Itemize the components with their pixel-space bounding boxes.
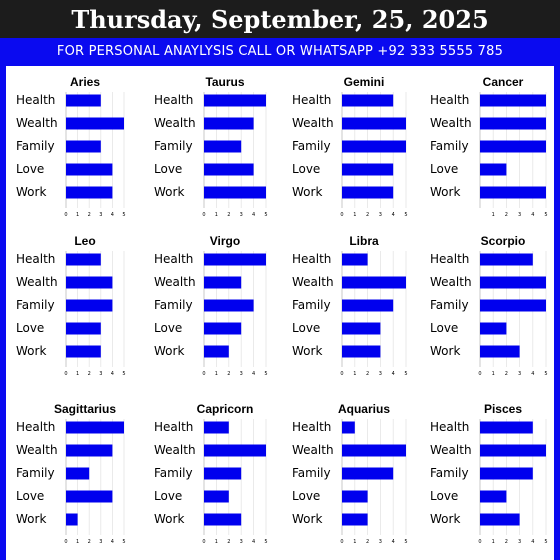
chart-title: Capricorn	[196, 402, 254, 416]
tick-label: 4	[252, 371, 256, 377]
tick-label: 0	[340, 212, 344, 218]
category-label-health: Health	[430, 420, 470, 434]
bar-work	[66, 514, 78, 526]
tick-label: 1	[491, 371, 495, 377]
tick-label: 2	[227, 371, 231, 377]
bar-work	[204, 187, 266, 199]
bar-wealth	[342, 445, 406, 457]
tick-label: 4	[391, 371, 395, 377]
category-label-wealth: Wealth	[430, 443, 472, 457]
chart-title: Sagittarius	[53, 402, 117, 416]
chart-title: Aquarius	[337, 402, 391, 416]
bar-wealth	[204, 277, 241, 289]
tick-label: 2	[504, 212, 508, 218]
tick-label: 5	[264, 212, 268, 218]
tick-label: 3	[99, 371, 103, 377]
tick-label: 1	[491, 539, 495, 545]
bar-work	[66, 187, 112, 199]
bar-wealth	[66, 118, 124, 130]
tick-label: 2	[366, 539, 370, 545]
category-label-wealth: Wealth	[292, 275, 334, 289]
category-label-love: Love	[154, 489, 183, 503]
tick-label: 4	[252, 539, 256, 545]
category-label-health: Health	[16, 420, 56, 434]
tick-label: 3	[518, 539, 522, 545]
tick-label: 3	[378, 371, 382, 377]
category-label-wealth: Wealth	[154, 443, 196, 457]
bar-family	[66, 300, 112, 312]
tick-label: 5	[404, 212, 408, 218]
bar-family	[480, 141, 546, 153]
tick-label: 3	[239, 212, 243, 218]
category-label-wealth: Wealth	[16, 443, 58, 457]
tick-label: 0	[202, 539, 206, 545]
category-label-love: Love	[430, 162, 459, 176]
bar-health	[66, 95, 101, 107]
chart-panel-gemini	[292, 75, 408, 218]
category-label-work: Work	[16, 512, 47, 526]
tick-label: 5	[544, 212, 548, 218]
bar-wealth	[342, 118, 406, 130]
bar-wealth	[342, 277, 406, 289]
bar-health	[342, 254, 368, 266]
category-label-love: Love	[154, 321, 183, 335]
category-label-work: Work	[430, 344, 461, 358]
bar-family	[480, 300, 546, 312]
tick-label: 5	[122, 212, 126, 218]
bar-work	[66, 346, 101, 358]
bar-work	[342, 514, 368, 526]
bar-love	[480, 491, 506, 503]
category-label-love: Love	[16, 321, 45, 335]
chart-title: Pisces	[483, 402, 523, 416]
tick-label: 2	[87, 539, 91, 545]
tick-label: 3	[99, 212, 103, 218]
category-label-love: Love	[292, 489, 321, 503]
category-label-work: Work	[292, 344, 323, 358]
category-label-family: Family	[292, 298, 331, 312]
bar-love	[480, 164, 506, 176]
bar-family	[342, 141, 406, 153]
bar-wealth	[480, 118, 546, 130]
category-label-work: Work	[292, 185, 323, 199]
charts-frame	[0, 66, 560, 560]
tick-label: 4	[531, 212, 535, 218]
bar-love	[342, 164, 393, 176]
chart-panel-scorpio	[430, 234, 548, 377]
category-label-work: Work	[430, 185, 461, 199]
tick-label: 3	[239, 539, 243, 545]
tick-label: 0	[478, 539, 482, 545]
bar-family	[204, 300, 254, 312]
chart-panel-aquarius	[292, 402, 408, 545]
tick-label: 3	[378, 539, 382, 545]
bar-health	[204, 254, 266, 266]
category-label-family: Family	[430, 298, 469, 312]
category-label-wealth: Wealth	[292, 443, 334, 457]
bar-wealth	[480, 277, 546, 289]
tick-label: 2	[504, 539, 508, 545]
category-label-work: Work	[154, 185, 185, 199]
category-label-health: Health	[292, 93, 332, 107]
tick-label: 0	[64, 539, 68, 545]
tick-label: 1	[353, 212, 357, 218]
tick-label: 0	[340, 539, 344, 545]
category-label-family: Family	[16, 139, 55, 153]
category-label-family: Family	[292, 466, 331, 480]
bar-family	[66, 141, 101, 153]
category-label-wealth: Wealth	[16, 275, 58, 289]
tick-label: 1	[76, 212, 80, 218]
tick-label: 4	[110, 371, 114, 377]
category-label-wealth: Wealth	[292, 116, 334, 130]
tick-label: 0	[202, 371, 206, 377]
category-label-health: Health	[16, 93, 56, 107]
chart-panel-aries	[16, 75, 126, 218]
chart-panel-cancer	[430, 75, 548, 218]
chart-panel-capricorn	[154, 402, 268, 545]
bar-family	[204, 468, 241, 480]
bar-work	[204, 514, 241, 526]
category-label-family: Family	[16, 298, 55, 312]
chart-title: Gemini	[343, 75, 385, 89]
category-label-health: Health	[292, 252, 332, 266]
bar-family	[204, 141, 241, 153]
category-label-health: Health	[154, 93, 194, 107]
tick-label: 1	[353, 371, 357, 377]
category-label-family: Family	[430, 466, 469, 480]
category-label-work: Work	[16, 344, 47, 358]
bar-wealth	[66, 277, 112, 289]
bar-family	[342, 300, 393, 312]
bar-love	[342, 323, 380, 335]
bar-health	[66, 254, 101, 266]
tick-label: 1	[353, 539, 357, 545]
category-label-work: Work	[16, 185, 47, 199]
tick-label: 1	[491, 212, 495, 218]
category-label-family: Family	[154, 466, 193, 480]
bar-health	[480, 254, 533, 266]
category-label-family: Family	[16, 466, 55, 480]
bar-love	[342, 491, 368, 503]
bar-wealth	[204, 445, 266, 457]
category-label-love: Love	[430, 489, 459, 503]
bar-work	[204, 346, 229, 358]
tick-label: 1	[214, 212, 218, 218]
tick-label: 0	[340, 371, 344, 377]
bar-love	[66, 323, 101, 335]
tick-label: 5	[122, 539, 126, 545]
bar-love	[480, 323, 506, 335]
bar-health	[342, 95, 393, 107]
bar-wealth	[204, 118, 254, 130]
tick-label: 2	[366, 212, 370, 218]
chart-title: Aries	[69, 75, 101, 89]
category-label-family: Family	[292, 139, 331, 153]
tick-label: 2	[504, 371, 508, 377]
category-label-work: Work	[154, 512, 185, 526]
horoscope-charts	[6, 66, 554, 560]
tick-label: 0	[64, 371, 68, 377]
tick-label: 2	[227, 539, 231, 545]
category-label-health: Health	[16, 252, 56, 266]
bar-work	[342, 187, 393, 199]
bar-work	[480, 187, 546, 199]
bar-health	[204, 95, 266, 107]
tick-label: 4	[391, 539, 395, 545]
page-title: Thursday, September, 25, 2025	[71, 5, 489, 34]
contact-banner: FOR PERSONAL ANAYLYSIS CALL OR WHATSAPP +92 333 5555 785	[56, 44, 504, 59]
bar-love	[204, 491, 229, 503]
bar-health	[342, 422, 355, 434]
bar-health	[480, 95, 546, 107]
chart-panel-pisces	[430, 402, 548, 545]
chart-panel-virgo	[154, 234, 268, 377]
category-label-work: Work	[430, 512, 461, 526]
tick-label: 1	[76, 539, 80, 545]
chart-panel-leo	[16, 234, 126, 377]
tick-label: 2	[366, 371, 370, 377]
chart-title: Libra	[349, 234, 379, 248]
category-label-health: Health	[292, 420, 332, 434]
category-label-wealth: Wealth	[16, 116, 58, 130]
category-label-wealth: Wealth	[430, 116, 472, 130]
bar-work	[480, 346, 520, 358]
category-label-love: Love	[16, 489, 45, 503]
category-label-health: Health	[430, 252, 470, 266]
category-label-wealth: Wealth	[430, 275, 472, 289]
tick-label: 5	[404, 371, 408, 377]
category-label-love: Love	[292, 162, 321, 176]
tick-label: 4	[252, 212, 256, 218]
chart-title: Cancer	[482, 75, 524, 89]
tick-label: 2	[87, 371, 91, 377]
chart-panel-libra	[292, 234, 408, 377]
category-label-family: Family	[154, 298, 193, 312]
tick-label: 1	[214, 371, 218, 377]
bar-family	[480, 468, 533, 480]
tick-label: 5	[122, 371, 126, 377]
bar-family	[66, 468, 89, 480]
category-label-work: Work	[292, 512, 323, 526]
category-label-wealth: Wealth	[154, 275, 196, 289]
category-label-work: Work	[154, 344, 185, 358]
tick-label: 4	[110, 212, 114, 218]
category-label-love: Love	[154, 162, 183, 176]
chart-panel-sagittarius	[16, 402, 126, 545]
chart-title: Leo	[74, 234, 96, 248]
category-label-wealth: Wealth	[154, 116, 196, 130]
category-label-love: Love	[16, 162, 45, 176]
bar-love	[66, 491, 112, 503]
category-label-family: Family	[154, 139, 193, 153]
bar-health	[66, 422, 124, 434]
tick-label: 5	[404, 539, 408, 545]
tick-label: 3	[518, 371, 522, 377]
category-label-health: Health	[430, 93, 470, 107]
bar-health	[480, 422, 533, 434]
bar-love	[204, 323, 241, 335]
tick-label: 5	[544, 539, 548, 545]
chart-panel-taurus	[154, 75, 268, 218]
tick-label: 3	[99, 539, 103, 545]
tick-label: 2	[227, 212, 231, 218]
category-label-love: Love	[292, 321, 321, 335]
bar-wealth	[66, 445, 112, 457]
tick-label: 4	[531, 371, 535, 377]
chart-title: Taurus	[205, 75, 245, 89]
tick-label: 0	[478, 371, 482, 377]
tick-label: 4	[531, 539, 535, 545]
tick-label: 4	[391, 212, 395, 218]
bar-love	[66, 164, 112, 176]
category-label-love: Love	[430, 321, 459, 335]
category-label-health: Health	[154, 252, 194, 266]
bar-health	[204, 422, 229, 434]
tick-label: 1	[76, 371, 80, 377]
chart-title: Virgo	[209, 234, 241, 248]
tick-label: 0	[202, 212, 206, 218]
chart-title: Scorpio	[480, 234, 526, 248]
tick-label: 1	[214, 539, 218, 545]
bar-wealth	[480, 445, 546, 457]
bar-work	[480, 514, 520, 526]
category-label-family: Family	[430, 139, 469, 153]
bar-family	[342, 468, 393, 480]
tick-label: 0	[64, 212, 68, 218]
tick-label: 3	[518, 212, 522, 218]
tick-label: 3	[239, 371, 243, 377]
category-label-health: Health	[154, 420, 194, 434]
tick-label: 5	[544, 371, 548, 377]
bar-love	[204, 164, 254, 176]
tick-label: 3	[378, 212, 382, 218]
tick-label: 2	[87, 212, 91, 218]
tick-label: 4	[110, 539, 114, 545]
tick-label: 5	[264, 371, 268, 377]
bar-work	[342, 346, 380, 358]
tick-label: 5	[264, 539, 268, 545]
